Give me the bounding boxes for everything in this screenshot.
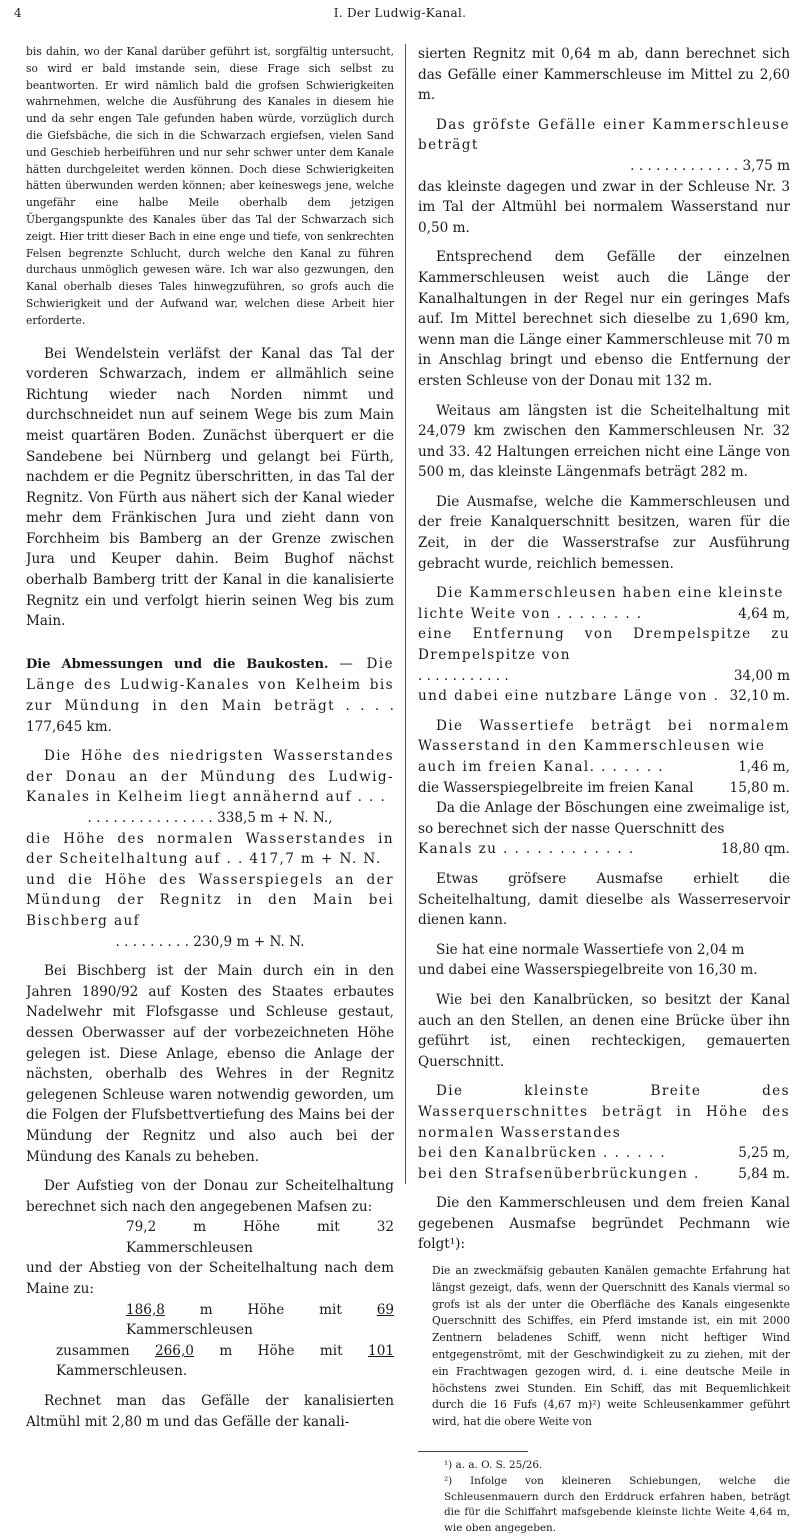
pechmann-quote: Die an zweckmäfsig gebauten Kanälen gemachte Erfahrung hat längst gezeigt, dafs, wenn der Querschnitt des Kanals viermal so grofs ist als der unter die Oberfläche des Kanals eingesenkte Querschnitt des Schiffes, ein Pferd imstande ist, ein mit 2000 Zentnern beladenes Schiff, wenn nicht heftiger Wind entgegenströmt, mit der Geschwindigkeit zu zu ziehen, mit der ein Frachtwagen gezogen wird, d. i. eine deutsche Meile in höchstens zwei Stunden. Ein Schiff, das mit Bequemlichkeit durch die 16 Fufs (4,67 m)²) weite Schleusenkammer geführt wird, hat die obere Weite von	[432, 1264, 790, 1429]
aufstieg-line: 79,2 m Höhe mit 32 Kammerschleusen	[126, 1219, 394, 1256]
strassen-value: 5,84 m.	[738, 1165, 790, 1182]
kammer-entfernung-row	[418, 666, 790, 687]
strassen-row	[418, 1164, 790, 1185]
querschnitt-row	[418, 839, 790, 860]
footnote-2: ²) Infolge von kleineren Schiebungen, welche die Schleusenmauern durch den Erddruck erfahren haben, beträgt die für die Schiffahrt mafsgebende kleinste lichte Weite 4,64 m, wie oben angegeben.	[444, 1474, 790, 1535]
kammer-entfernung: eine Entfernung von Drempelspitze zu Drempelspitze von	[418, 626, 790, 664]
querschnitt-value: 18,80 qm.	[720, 841, 790, 858]
kammer-weite-value: 4,64 m,	[738, 605, 790, 622]
paragraph-ausmasse: Die Ausmafse, welche die Kammerschleusen und der freie Kanalquerschnitt besitzen, waren für die Zeit, in der die Wasserstrafse zur Ausführung gebracht wurde, reichlich bemessen.	[418, 493, 790, 572]
spiegelbreite-value: 15,80 m.	[729, 779, 790, 796]
wassertiefe-label: auch im freien Kanal. . . . . . .	[418, 759, 664, 775]
paragraph-wendelstein: Bei Wendelstein verläfst der Kanal das Tal der vorderen Schwarzach, indem er allmählich seine Richtung wieder nach Norden nimmt und durchschneidet nun auf seinem Wege bis zum Main meist quartären Boden. Zunächst überquert er die Sandebene bei Nürnberg und gelangt bei Fürth, nachdem er die Pegnitz überschritten, in das Tal der Regnitz. Von Fürth aus nähert sich der Kanal wieder mehr dem Fränkischen Jura und zieht dann von Forchheim bis Bamberg an der Grenze zwischen Jura und Keuper dahin. Beim Bughof nächst oberhalb Bamberg tritt der Kanal in die kanalisierte Regnitz ein und verfolgt hierin seinen Weg bis zum Main.	[26, 345, 394, 630]
kanalbruecken-row	[418, 1143, 790, 1164]
abstieg-hoehe: 186,8	[126, 1301, 165, 1318]
querschnitt-label: Kanals zu . . . . . . . . . . . .	[418, 841, 635, 858]
abstieg-count: 69	[376, 1301, 394, 1318]
paragraph-bischberg: Bei Bischberg ist der Main durch ein in den Jahren 1890/92 auf Kosten des Staates erbautes Nadelwehr mit Flofsgasse und Schleuse gestaut, dessen Oberwasser auf der vorbezeichneten Höhe gelegen ist. Diese Anlage, ebenso die Anlage der nächsten, oberhalb des Wehres in der Regnitz gelegenen Schleuse waren notwendig geworden, um die Folgen der Flufsbettvertiefung des Mains bei der Mündung der Regnitz und also auch bei der Mündung des Kanals zu beheben.	[26, 963, 394, 1165]
kammer-entfernung-value: 34,00 m	[733, 667, 790, 684]
paragraph-pechmann: Die den Kammerschleusen und dem freien Kanal gegebenen Ausmafse begründet Pechmann wie folgt¹):	[418, 1195, 790, 1253]
boeschungen-text: Da die Anlage der Böschungen eine zweimalige ist, so berechnet sich der nasse Querschnitt des	[418, 800, 790, 837]
zusammen-hoehe: 266,0	[155, 1342, 194, 1359]
zusammen-mid: m Höhe mit	[193, 1342, 369, 1359]
paragraph-aufstieg: Der Aufstieg von der Donau zur Scheitelhaltung berechnet sich nach den angegebenen Mafsen zu:	[26, 1178, 394, 1215]
zusammen-line	[26, 1341, 394, 1382]
kleinste-gefaelle: das kleinste dagegen und zwar in der Schleuse Nr. 3 im Tal der Altmühl bei normalem Wasserstand nur 0,50 m.	[418, 178, 790, 236]
kammer-intro: Die Kammerschleusen haben eine kleinste	[436, 585, 784, 602]
column-divider	[405, 44, 406, 1184]
wassertiefe-value: 1,46 m,	[738, 759, 790, 775]
page-number: 4	[14, 6, 22, 20]
groesste-value: . . . . . . . . . . . . . 3,75 m	[630, 157, 790, 174]
laenge-value: . . . . 177,645 km.	[26, 698, 394, 735]
hoehe-donau: Die Höhe des niedrigsten Wasserstandes der Donau an der Mündung des Ludwig-Kanales in Kelheim liegt annähernd auf . . .	[26, 748, 394, 806]
abstieg-end: Kammerschleusen	[126, 1322, 253, 1339]
kammer-weite-label: lichte Weite von . . . . . . . .	[418, 605, 643, 622]
footnote-1: ¹) a. a. O. S. 25/26.	[444, 1459, 543, 1472]
section-heading: Die Abmessungen und die Baukosten.	[26, 656, 329, 672]
strassen-label: bei den Strafsenüberbrückungen .	[418, 1165, 700, 1182]
left-column	[26, 44, 394, 1432]
paragraph-continuation: sierten Regnitz mit 0,64 m ab, dann berechnet sich das Gefälle einer Kammerschleuse im Mittel zu 2,60 m.	[418, 46, 790, 104]
kanalbruecken-value: 5,25 m,	[738, 1145, 790, 1162]
wasserspiegelbreite: und dabei eine Wasserspiegelbreite von 16,30 m.	[418, 962, 758, 979]
wassertiefe-intro: Die Wassertiefe beträgt bei normalem Wasserstand in den Kammerschleusen wie	[418, 717, 790, 755]
kammer-laenge-label: und dabei eine nutzbare Länge von .	[418, 688, 720, 705]
paragraph-entsprechend: Entsprechend dem Gefälle der einzelnen Kammerschleusen weist auch die Länge der Kanalhaltungen in der Regel nur ein geringes Mafs auf. Im Mittel berechnet sich dieselbe zu 1,690 km, wenn man die Länge einer Kammerschleuse mit 70 m in Anschlag bringt und ebenso die Entfernung der ersten Schleuse von der Donau mit 132 m.	[418, 249, 790, 389]
abstieg-mid: m Höhe mit	[164, 1301, 377, 1318]
paragraph-abstieg: und der Abstieg von der Scheitelhaltung nach dem Maine zu:	[26, 1260, 394, 1298]
normale-wassertiefe: Sie hat eine normale Wassertiefe von 2,04 m	[436, 941, 745, 958]
zusammen-label: zusammen	[56, 1342, 155, 1359]
quoted-paragraph: bis dahin, wo der Kanal darüber geführt ist, sorgfältig untersucht, so wird er bald imstande sein, diese Frage sich selbst zu beantworten. Er wird nämlich bald die grofsen Schwierigkeiten wahrnehmen, welche die Ausführung des Kanales in diesem hie und da sehr engen Tale gefunden haben würde, vorzüglich durch die Giefsbäche, die sich in die Schwarzach ergiefsen, vielen Sand und Geschieb herbeiführen und nur sehr schwer unter dem Kanale hätten durchgeleitet werden können. Doch diese Schwierigkeiten hätten überwunden werden können; aber keineswegs jene, welche ungefähr eine halbe Meile oberhalb dem jetzigen Übergangspunkte des Kanales über das Tal der Schwarzach sich zeigt. Hier tritt dieser Bach in eine enge und tiefe, von senkrechten Felsen begrenzte Schlucht, durch welche den Kanal zu führen durchaus unmöglich gewesen wäre. Ich war also gezwungen, den Kanal oberhalb dieses Tales hinwegzuführen, so grofs auch die Schwierigkeit und der Aufwand war, welchen diese Arbeit hier erforderte.	[26, 45, 394, 327]
kammer-entfernung-dots: . . . . . . . . . . .	[418, 667, 509, 684]
paragraph-rechnet: Rechnet man das Gefälle der kanalisierten Altmühl mit 2,80 m und das Gefälle der kanali-	[26, 1393, 394, 1430]
zusammen-end: Kammerschleusen.	[56, 1363, 188, 1380]
kammer-laenge-value: 32,10 m.	[729, 688, 790, 705]
groesste-gefaelle: Das gröfste Gefälle einer Kammerschleuse beträgt	[418, 116, 790, 154]
abstieg-line	[26, 1300, 394, 1341]
hoehe-donau-value: . . . . . . . . . . . . . . . 338,5 m + N. N.,	[87, 810, 333, 827]
spiegelbreite-row	[418, 778, 790, 799]
running-title: I. Der Ludwig-Kanal.	[333, 6, 467, 20]
paragraph-weitaus: Weitaus am längsten ist die Scheitelhaltung mit 24,079 km zwischen den Kammerschleusen Nr. 32 und 33. 42 Haltungen erreichen nicht eine Länge von 500 m, das kleinste Längenmafs beträgt 282 m.	[418, 402, 790, 481]
hoehe-scheitel: die Höhe des normalen Wasserstandes in der Scheitelhaltung auf . . 417,7 m + N. N.	[26, 830, 394, 868]
wassertiefe-row	[418, 757, 790, 778]
laenge-text: — Die Länge des Ludwig-Kanales von Kelheim bis zur Mündung in den Main beträgt	[26, 655, 394, 715]
right-column	[418, 44, 790, 1537]
hoehe-regnitz-value: . . . . . . . . . 230,9 m + N. N.	[115, 933, 305, 950]
spiegelbreite-label: die Wasserspiegelbreite im freien Kanal	[418, 779, 694, 796]
kanalbruecken-label: bei den Kanalbrücken . . . . . .	[418, 1145, 666, 1162]
paragraph-bruecken: Wie bei den Kanalbrücken, so besitzt der Kanal auch an den Stellen, an denen eine Brücke über ihn geführt ist, einen rechteckigen, gemauerten Querschnitt.	[418, 991, 790, 1070]
paragraph-scheitel: Etwas gröfsere Ausmafse erhielt die Scheitelhaltung, damit dieselbe als Wasserreservoir dienen kann.	[418, 870, 790, 929]
hoehe-regnitz: und die Höhe des Wasserspiegels an der Mündung der Regnitz in den Main bei Bischberg auf	[26, 871, 394, 929]
zusammen-count: 101	[368, 1342, 394, 1359]
breite-intro: Die kleinste Breite des Wasserquerschnittes beträgt in Höhe des normalen Wasserstandes	[418, 1083, 790, 1141]
footnote-rule	[418, 1451, 528, 1452]
paragraph-laenge	[26, 654, 394, 737]
kammer-weite-row	[418, 604, 790, 625]
kammer-laenge-row	[418, 686, 790, 707]
